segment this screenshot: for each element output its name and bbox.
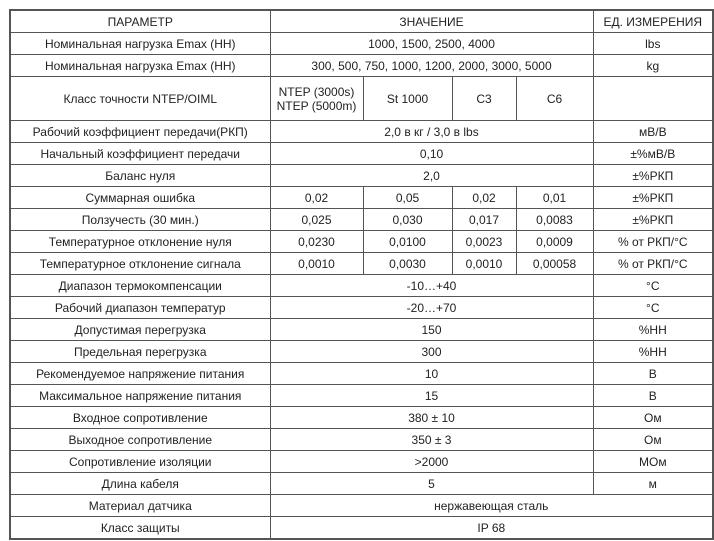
param-cell: Номинальная нагрузка Emax (НН)	[10, 55, 270, 77]
table-row	[10, 143, 713, 165]
header-row	[10, 10, 713, 33]
table-row	[10, 473, 713, 495]
param-cell: Длина кабеля	[10, 473, 270, 495]
value-cell: 0,030	[363, 209, 452, 231]
value-cell: нержавеющая сталь	[270, 495, 713, 517]
unit-cell: °C	[593, 275, 713, 297]
value-cell: 0,0230	[270, 231, 363, 253]
unit-cell: %НН	[593, 319, 713, 341]
unit-cell: kg	[593, 55, 713, 77]
table-row	[10, 121, 713, 143]
value-cell: 1000, 1500, 2500, 4000	[270, 33, 593, 55]
value-cell: 380 ± 10	[270, 407, 593, 429]
param-cell: Начальный коэффициент передачи	[10, 143, 270, 165]
table-row	[10, 407, 713, 429]
unit-cell: % от РКП/°C	[593, 231, 713, 253]
unit-cell: В	[593, 363, 713, 385]
value-cell: 0,0023	[452, 231, 516, 253]
unit-cell: ±%мВ/В	[593, 143, 713, 165]
table-row	[10, 187, 713, 209]
value-cell: >2000	[270, 451, 593, 473]
param-cell: Диапазон термокомпенсации	[10, 275, 270, 297]
unit-cell: °C	[593, 297, 713, 319]
value-cell: 10	[270, 363, 593, 385]
value-cell: 0,0030	[363, 253, 452, 275]
value-cell: 300, 500, 750, 1000, 1200, 2000, 3000, 5000	[270, 55, 593, 77]
table-row	[10, 319, 713, 341]
value-cell: C6	[516, 77, 593, 121]
param-cell: Суммарная ошибка	[10, 187, 270, 209]
table-row	[10, 495, 713, 517]
value-cell: 150	[270, 319, 593, 341]
value-cell: 0,02	[270, 187, 363, 209]
table-row	[10, 275, 713, 297]
unit-cell: МОм	[593, 451, 713, 473]
value-cell: 0,0010	[452, 253, 516, 275]
table-row	[10, 297, 713, 319]
value-cell: 5	[270, 473, 593, 495]
unit-cell: % от РКП/°C	[593, 253, 713, 275]
unit-cell: ±%РКП	[593, 209, 713, 231]
table-row	[10, 429, 713, 451]
param-cell: Температурное отклонение сигнала	[10, 253, 270, 275]
param-cell: Номинальная нагрузка Emax (НН)	[10, 33, 270, 55]
value-cell: 0,017	[452, 209, 516, 231]
param-cell: Класс точности NTEP/OIML	[10, 77, 270, 121]
value-cell: 0,02	[452, 187, 516, 209]
table-row	[10, 451, 713, 473]
unit-cell: В	[593, 385, 713, 407]
unit-cell: ±%РКП	[593, 187, 713, 209]
param-cell: Максимальное напряжение питания	[10, 385, 270, 407]
param-cell: Температурное отклонение нуля	[10, 231, 270, 253]
value-cell: St 1000	[363, 77, 452, 121]
param-cell: Выходное сопротивление	[10, 429, 270, 451]
param-cell: Допустимая перегрузка	[10, 319, 270, 341]
value-cell: IP 68	[270, 517, 713, 540]
unit-cell	[593, 77, 713, 121]
value-cell: 0,01	[516, 187, 593, 209]
param-cell: Входное сопротивление	[10, 407, 270, 429]
param-cell: Предельная перегрузка	[10, 341, 270, 363]
value-cell: 0,10	[270, 143, 593, 165]
header-param: ПАРАМЕТР	[10, 10, 270, 33]
param-cell: Материал датчика	[10, 495, 270, 517]
header-value: ЗНАЧЕНИЕ	[270, 10, 593, 33]
value-cell: 0,0009	[516, 231, 593, 253]
unit-cell: мВ/В	[593, 121, 713, 143]
param-cell: Рабочий коэффициент передачи(РКП)	[10, 121, 270, 143]
value-cell: 0,025	[270, 209, 363, 231]
value-cell: 0,0100	[363, 231, 452, 253]
param-cell: Сопротивление изоляции	[10, 451, 270, 473]
value-cell: 300	[270, 341, 593, 363]
param-cell: Баланс нуля	[10, 165, 270, 187]
table-row	[10, 165, 713, 187]
value-cell: C3	[452, 77, 516, 121]
value-cell: 350 ± 3	[270, 429, 593, 451]
table-row	[10, 253, 713, 275]
value-cell: 2,0	[270, 165, 593, 187]
table-row	[10, 209, 713, 231]
param-cell: Ползучесть (30 мин.)	[10, 209, 270, 231]
table-row	[10, 517, 713, 540]
table-row	[10, 363, 713, 385]
value-cell: 2,0 в кг / 3,0 в lbs	[270, 121, 593, 143]
param-cell: Класс защиты	[10, 517, 270, 540]
value-cell: 0,00058	[516, 253, 593, 275]
table-row	[10, 341, 713, 363]
specifications-table	[9, 9, 714, 540]
table-row	[10, 77, 713, 121]
unit-cell: lbs	[593, 33, 713, 55]
param-cell: Рабочий диапазон температур	[10, 297, 270, 319]
unit-cell: м	[593, 473, 713, 495]
table-row	[10, 33, 713, 55]
value-cell: 0,0083	[516, 209, 593, 231]
unit-cell: Ом	[593, 407, 713, 429]
value-cell: -20…+70	[270, 297, 593, 319]
value-cell: -10…+40	[270, 275, 593, 297]
header-unit: ЕД. ИЗМЕРЕНИЯ	[593, 10, 713, 33]
unit-cell: Ом	[593, 429, 713, 451]
value-cell: 0,05	[363, 187, 452, 209]
value-cell: 15	[270, 385, 593, 407]
table-row	[10, 231, 713, 253]
unit-cell: ±%РКП	[593, 165, 713, 187]
value-cell: NTEP (3000s) NTEP (5000m)	[270, 77, 363, 121]
unit-cell: %НН	[593, 341, 713, 363]
param-cell: Рекомендуемое напряжение питания	[10, 363, 270, 385]
table-row	[10, 385, 713, 407]
value-cell: 0,0010	[270, 253, 363, 275]
table-row	[10, 55, 713, 77]
